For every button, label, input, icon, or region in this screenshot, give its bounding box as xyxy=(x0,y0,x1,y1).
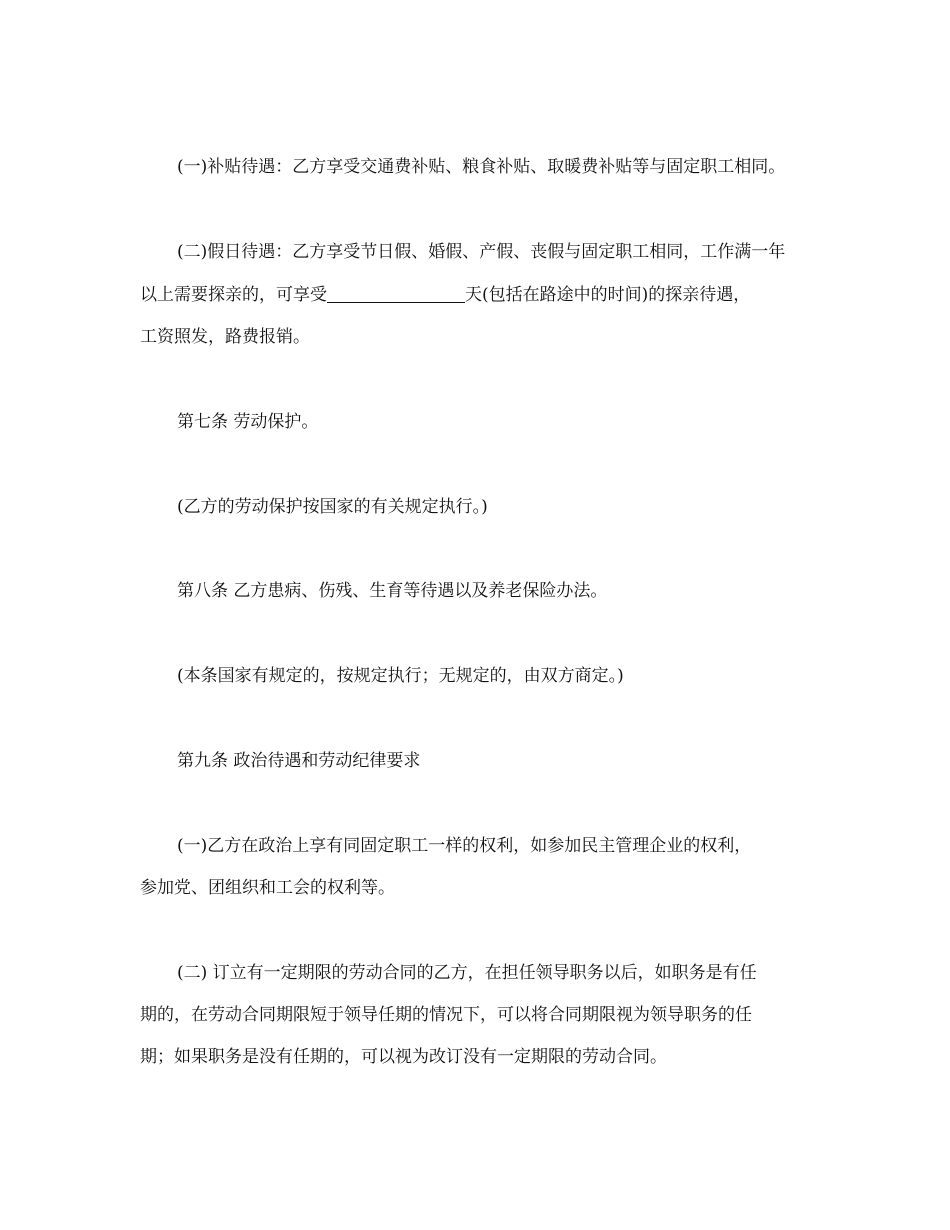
article-7-note: (乙方的劳动保护按国家的有关规定执行。) xyxy=(177,497,488,517)
clause-holiday-line2-end: 天(包括在路途中的时间)的探亲待遇， xyxy=(465,285,751,305)
clause-leadership-term-line1: (二) 订立有一定期限的劳动合同的乙方，在担任领导职务以后，如职务是有任 xyxy=(177,963,757,983)
clause-leadership-term-line2: 期的，在劳动合同期限短于领导任期的情况下，可以将合同期限视为领导职务的任 xyxy=(140,1005,752,1025)
clause-political-rights-line2: 参加党、团组织和工会的权利等。 xyxy=(140,878,395,898)
clause-leadership-term-line3: 期；如果职务是没有任期的，可以视为改订没有一定期限的劳动合同。 xyxy=(140,1047,667,1067)
days-blank-field[interactable] xyxy=(327,285,465,303)
clause-political-rights-line1: (一)乙方在政治上享有同固定职工一样的权利，如参加民主管理企业的权利， xyxy=(177,836,752,856)
clause-holiday-line1: (二)假日待遇：乙方享受节日假、婚假、产假、丧假与固定职工相同，工作满一年 xyxy=(177,242,786,262)
article-8-title: 第八条 乙方患病、伤残、生育等待遇以及养老保险办法。 xyxy=(177,581,608,601)
clause-holiday-line2 xyxy=(140,284,750,306)
article-9-title: 第九条 政治待遇和劳动纪律要求 xyxy=(177,751,421,771)
clause-holiday-line2-start: 以上需要探亲的，可享受 xyxy=(140,285,327,305)
clause-subsidy: (一)补贴待遇：乙方享受交通费补贴、粮食补贴、取暖费补贴等与固定职工相同。 xyxy=(177,157,786,177)
article-8-note: (本条国家有规定的，按规定执行；无规定的，由双方商定。) xyxy=(177,666,624,686)
article-7-title: 第七条 劳动保护。 xyxy=(177,412,319,432)
clause-holiday-line3: 工资照发，路费报销。 xyxy=(140,327,310,347)
